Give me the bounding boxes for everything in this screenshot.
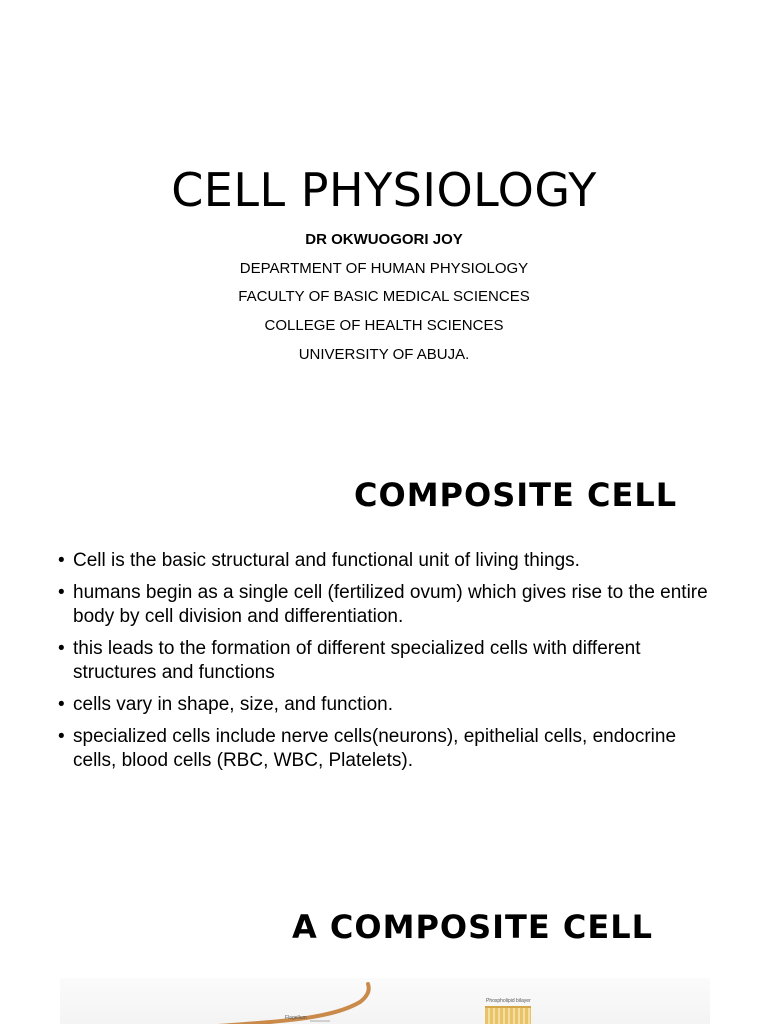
flagellum-label: Flagellum [285,1015,307,1021]
slide-heading: COMPOSITE CELL [354,476,678,514]
bullet-item: • specialized cells include nerve cells(neurons), epithelial cells, endocrine cells, blood cells (RBC, WBC, Platelets). [58,725,718,773]
phospholipid-bilayer-label: Phospholipid bilayer [486,998,531,1004]
author-name: DR OKWUOGORI JOY [305,231,463,248]
bullet-list [58,549,718,781]
title-slide [0,0,768,420]
slide-title: CELL PHYSIOLOGY [171,163,597,217]
bullet-item: • this leads to the formation of different specialized cells with different structures and functions [58,637,718,685]
affiliation-college: COLLEGE OF HEALTH SCIENCES [264,317,504,334]
affiliation-faculty: FACULTY OF BASIC MEDICAL SCIENCES [238,288,530,305]
bullet-item: • Cell is the basic structural and functional unit of living things. [58,549,718,573]
cell-diagram-image [60,978,710,1024]
affiliation-department: DEPARTMENT OF HUMAN PHYSIOLOGY [239,260,529,277]
composite-cell-diagram-slide [0,860,768,1024]
composite-cell-slide [0,430,768,850]
bullet-item: • cells vary in shape, size, and function. [58,693,718,717]
slide-heading: A COMPOSITE CELL [292,908,653,946]
affiliation-university: UNIVERSITY OF ABUJA. [298,346,470,363]
bullet-item: • humans begin as a single cell (fertilized ovum) which gives rise to the entire body by cell division and differentiation. [58,581,718,629]
phospholipid-bilayer-illustration [485,1006,531,1024]
